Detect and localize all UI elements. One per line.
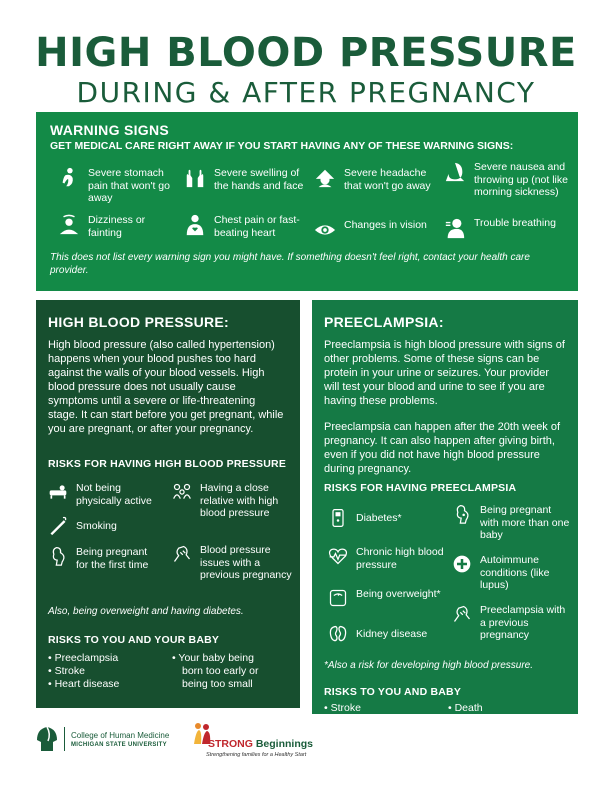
risk-item: Being pregnant with more than one baby	[452, 504, 572, 542]
preeclampsia-panel	[312, 300, 578, 740]
risk-item: Autoimmune conditions (like lupus)	[452, 554, 572, 592]
pre-heading: PREECLAMPSIA:	[324, 314, 444, 330]
spartan-helmet-icon	[36, 726, 58, 752]
risk-item: Diabetes*	[328, 508, 438, 528]
warning-item: Severe stomach pain that won't go away	[58, 167, 178, 205]
pre-you-heading: RISKS TO YOU AND BABY	[324, 686, 462, 698]
warning-item: Severe swelling of the hands and face	[184, 167, 309, 192]
risk-item: Having a close relative with high blood pressure	[172, 482, 292, 520]
previous-pregnancy-icon	[452, 604, 472, 624]
hbp-risks-heading: RISKS FOR HAVING HIGH BLOOD PRESSURE	[48, 458, 287, 470]
warning-item: Trouble breathing	[444, 217, 572, 239]
hbp-also-note: Also, being overweight and having diabetes.	[48, 606, 244, 617]
risk-item: Kidney disease	[328, 624, 448, 644]
warning-item: Severe headache that won't go away	[314, 167, 432, 192]
risk-item: Being overweight*	[328, 588, 448, 608]
warning-item: Dizziness or fainting	[58, 214, 178, 239]
hbp-paragraph: High blood pressure (also called hypertension) happens when your blood pushes too hard against the walls of your blood vessels. High blood pressure does not usually cause symptoms until a severe or life-threatening stage. It can start before you get pregnant, while you are pregnant, or after your pregnancy.	[48, 339, 284, 435]
diabetes-icon	[328, 508, 348, 528]
pre-paragraph-1: Preeclampsia is high blood pressure with signs of other problems. Some of these signs can be protein in your urine or seizures. Your provider will test your blood and urine to see if you are having these problems.	[324, 339, 565, 407]
swollen-hands-icon	[184, 167, 206, 189]
warning-item: Changes in vision	[314, 219, 439, 241]
page-subtitle: DURING & AFTER PREGNANCY	[76, 76, 536, 109]
scale-icon	[328, 588, 348, 608]
smoking-icon	[48, 516, 68, 536]
hbp-you-right-2: being too small	[182, 678, 253, 690]
pre-footnote: *Also a risk for developing high blood pressure.	[324, 660, 534, 671]
strong-text: STRONG	[208, 738, 253, 750]
risk-item: Smoking	[48, 516, 168, 536]
high-blood-pressure-panel	[36, 300, 300, 708]
warning-note: This does not list every warning sign you might have. If something doesn't feel right, contact your health care provider.	[50, 252, 530, 276]
risk-item: Not being physically active	[48, 482, 168, 507]
hbp-you-left-0: • Preeclampsia	[48, 652, 119, 664]
warning-item: Chest pain or fast-beating heart	[184, 214, 309, 239]
msu-college-name: College of Human Medicine	[71, 730, 170, 740]
pregnant-icon	[48, 546, 68, 566]
nausea-icon	[444, 161, 466, 183]
heartbeat-icon	[328, 546, 348, 566]
pre-paragraph-2: Preeclampsia can happen after the 20th week of pregnancy. It can also happen after giving birth, even if you did not have high blood pressure during pregnancy.	[324, 421, 561, 475]
warning-item: Severe nausea and throwing up (not like morning sickness)	[444, 161, 572, 199]
pre-you-left-1: • Seizures	[324, 715, 372, 727]
pre-you-right-2: born too early	[458, 728, 523, 740]
warning-signs-panel	[36, 112, 578, 291]
chest-pain-icon	[184, 214, 206, 236]
strong-beginnings-tagline: Strengthening families for a Healthy Start	[206, 752, 307, 758]
hbp-you-left-1: • Stroke	[48, 665, 85, 677]
page-title: HIGH BLOOD PRESSURE	[35, 30, 577, 76]
pre-you-right-1: • Your baby being	[448, 715, 530, 727]
risk-item: Blood pressure issues with a previous pregnancy	[172, 544, 294, 582]
headache-icon	[314, 167, 336, 189]
stomach-pain-icon	[58, 167, 80, 189]
breathing-icon	[444, 217, 466, 239]
pre-you-right-0: • Death	[448, 702, 483, 714]
msu-logo	[36, 726, 169, 752]
autoimmune-icon	[452, 554, 472, 574]
warning-subheading: GET MEDICAL CARE RIGHT AWAY IF YOU START HAVING ANY OF THESE WARNING SIGNS:	[50, 140, 514, 152]
previous-pregnancy-icon	[172, 544, 192, 564]
dizziness-icon	[58, 214, 80, 236]
hbp-heading: HIGH BLOOD PRESSURE:	[48, 314, 230, 330]
hbp-you-left-2: • Heart disease	[48, 678, 120, 690]
msu-university-name: MICHIGAN STATE UNIVERSITY	[71, 741, 167, 748]
hbp-you-right-0: • Your baby being	[172, 652, 254, 664]
pre-risks-heading: RISKS FOR HAVING PREECLAMPSIA	[324, 482, 517, 494]
family-icon	[172, 482, 192, 502]
hbp-you-heading: RISKS TO YOU AND YOUR BABY	[48, 634, 220, 646]
beginnings-text: Beginnings	[252, 738, 314, 750]
pre-you-left-0: • Stroke	[324, 702, 361, 714]
risk-item: Preeclampsia with a previous pregnancy	[452, 604, 572, 642]
warning-heading: WARNING SIGNS	[50, 122, 170, 138]
vision-icon	[314, 219, 336, 241]
multiple-babies-icon	[452, 504, 472, 524]
hbp-you-right-1: born too early or	[182, 665, 259, 677]
kidney-icon	[328, 624, 348, 644]
inactive-icon	[48, 482, 68, 502]
pre-you-left-2: • Organ damage	[324, 728, 401, 740]
risk-item: Chronic high blood pressure	[328, 546, 448, 571]
risk-item: Being pregnant for the first time	[48, 546, 168, 571]
